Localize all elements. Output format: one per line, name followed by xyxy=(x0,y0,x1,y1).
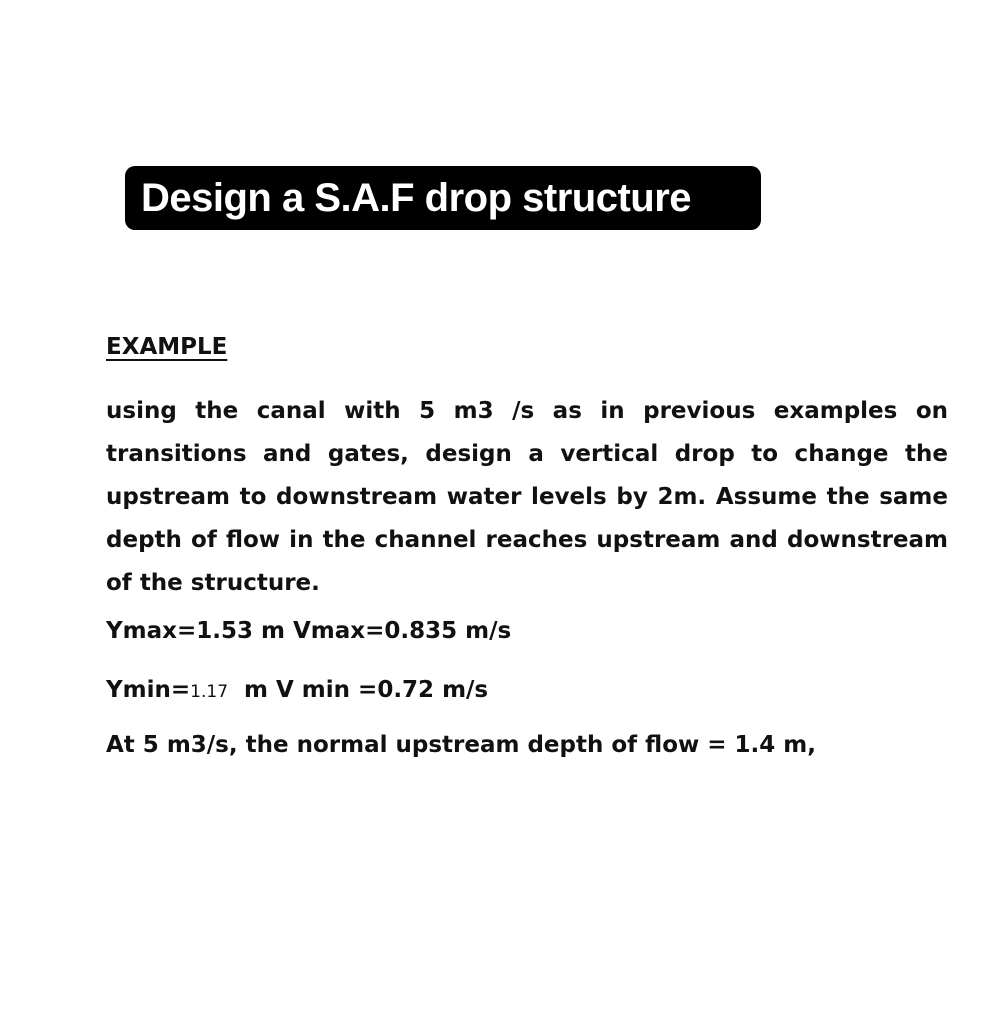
ymin-vmin-line xyxy=(106,677,488,703)
page-title: Design a S.A.F drop structure xyxy=(141,175,692,220)
ymin-label: Ymin= xyxy=(106,677,191,703)
ymax-vmax-line: Ymax=1.53 m Vmax=0.835 m/s xyxy=(106,618,512,644)
normal-depth-line: At 5 m3/s, the normal upstream depth of flow = 1.4 m, xyxy=(106,732,817,758)
example-heading: EXAMPLE xyxy=(106,334,228,360)
title-banner xyxy=(125,166,761,230)
example-paragraph: using the canal with 5 m3 /s as in previous examples on transitions and gates, design a vertical drop to change the upstream to downstream water levels by 2m. Assume the same depth of flow in the channel reaches upstream and downstream of the structure. xyxy=(106,398,948,596)
vmin-text: m V min =0.72 m/s xyxy=(228,677,489,703)
ymin-value: 1.17 xyxy=(190,682,229,702)
